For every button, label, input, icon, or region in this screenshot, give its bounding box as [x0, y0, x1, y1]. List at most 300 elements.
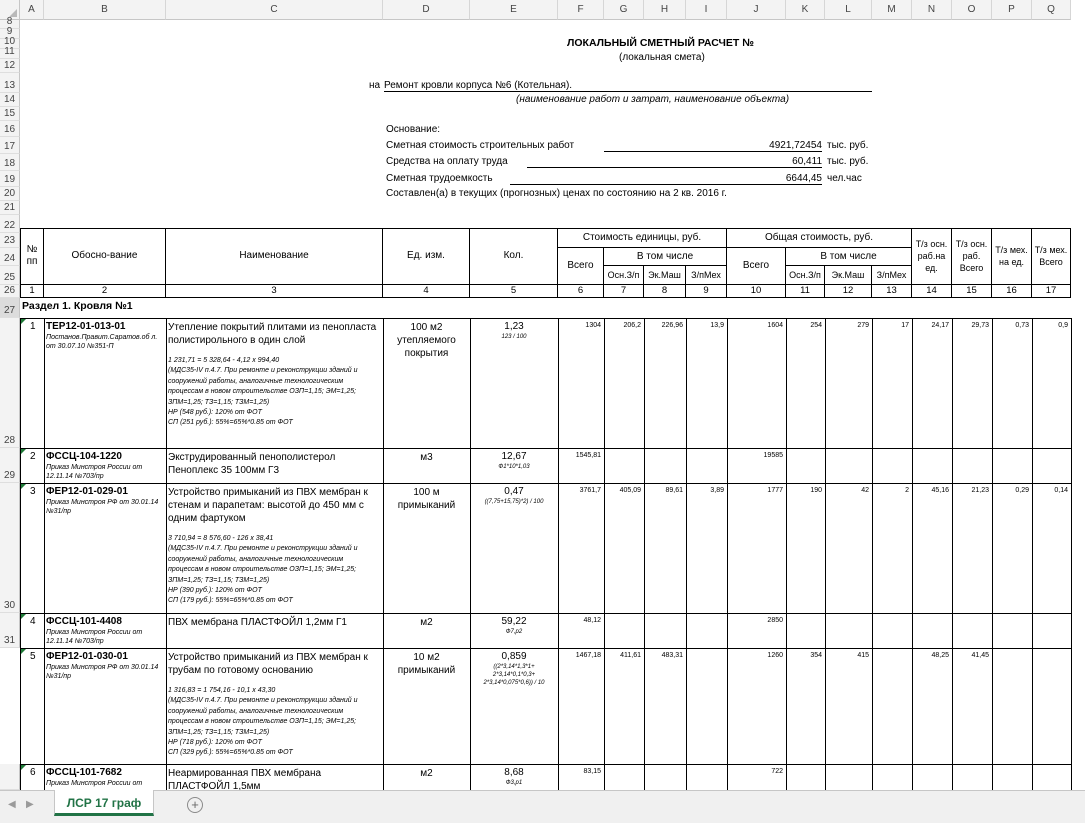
- grid-line: [470, 318, 471, 448]
- grid-line: [686, 613, 687, 648]
- row-number: 13: [3, 80, 16, 91]
- grid-line: [44, 448, 45, 483]
- grid-line: [1071, 613, 1072, 648]
- grid-line: [872, 648, 873, 764]
- grid-line: [383, 483, 384, 613]
- row-number: 10: [3, 36, 16, 47]
- item-name: Устройство примыканий из ПВХ мембран к трубам по готовому основанию: [168, 652, 368, 676]
- column-number-6: 6: [558, 285, 604, 298]
- grid-line: [952, 648, 953, 764]
- item-source: Приказ Минстроя России от 12.11.14 №703/пр: [46, 464, 143, 480]
- item-number: 5: [30, 651, 36, 662]
- hdr-num: № пп: [20, 228, 44, 285]
- calc-line: НР (718 руб.): 120% от ФОТ: [168, 739, 262, 747]
- row-number: 30: [3, 600, 16, 611]
- item-quantity-formula: Ф3,р1: [505, 780, 523, 786]
- grid-line: [1071, 648, 1072, 764]
- next-sheet-button[interactable]: ▶: [26, 799, 34, 810]
- grid-line: [470, 483, 471, 613]
- hdr-total-cost: Общая стоимость, руб.: [727, 228, 912, 248]
- grid-line: [644, 648, 645, 764]
- item-source: Постанов.Правит.Саратов.об л. от 30.07.10 №351-П: [46, 334, 158, 350]
- grid-line: [604, 448, 605, 483]
- grid-line: [604, 764, 605, 790]
- item-quantity: 0,47: [504, 486, 524, 497]
- object-name: Ремонт кровли корпуса №6 (Котельная).: [384, 80, 872, 92]
- grid-line: [872, 448, 873, 483]
- sheet-tab-bar: [0, 790, 1085, 823]
- hdr-basis: Обосно-вание: [44, 228, 166, 285]
- item-quantity: 59,22: [501, 616, 527, 627]
- row-header-21[interactable]: [0, 201, 20, 215]
- comment-marker-icon: [21, 649, 26, 654]
- column-header-a[interactable]: A: [20, 0, 44, 20]
- cost-value: 4921,72454: [604, 140, 822, 152]
- item-quantity: 1,23: [504, 321, 524, 332]
- row-header-13[interactable]: [0, 73, 20, 93]
- value-cell-col-8: 89,61: [665, 487, 683, 494]
- item-basis: [46, 451, 164, 481]
- column-header-o[interactable]: O: [952, 0, 992, 20]
- row-number: 25: [3, 272, 16, 283]
- grid-line: [727, 483, 728, 613]
- grid-line: [1071, 483, 1072, 613]
- grid-line: [383, 448, 384, 483]
- column-header-d[interactable]: D: [383, 0, 470, 20]
- grid-line: [872, 483, 873, 613]
- item-name-cell: [168, 616, 381, 629]
- row-header-23[interactable]: [0, 233, 20, 248]
- grid-line: [1032, 483, 1033, 613]
- row-header-18[interactable]: [0, 154, 20, 171]
- item-code[interactable]: ФЕР12-01-030-01: [46, 651, 128, 662]
- grid-line: [470, 648, 471, 764]
- calc-line: процессам в новом строительстве ОЗП=1,15; ЭМ=1,25;: [168, 718, 357, 726]
- item-quantity: 0,859: [501, 651, 527, 662]
- grid-line: [44, 648, 45, 764]
- column-header-k[interactable]: K: [786, 0, 825, 20]
- item-number: 3: [30, 486, 36, 497]
- item-name: Экструдированный пенополистерол Пеноплекс 35 100мм Г3: [168, 452, 336, 476]
- hdr-t-mech-total: Т/з мех. Всего: [1032, 228, 1071, 285]
- grid-line: [952, 764, 953, 790]
- on-prefix: на: [369, 80, 381, 91]
- item-number: 4: [30, 616, 36, 627]
- value-cell-col-12: 279: [857, 322, 869, 329]
- value-cell-col-13: 17: [901, 322, 909, 329]
- calc-line: сооружений работы, аналогичные технологическим: [168, 377, 344, 385]
- grid-line: [470, 764, 471, 790]
- column-header-q[interactable]: Q: [1032, 0, 1071, 20]
- item-source: Приказ Минстроя РФ от 30.01.14 №31/пр: [46, 664, 159, 680]
- grid-line: [20, 648, 21, 764]
- grid-line: [786, 764, 787, 790]
- hdr-t-mech-unit: Т/з мех. на ед.: [992, 228, 1032, 285]
- column-header-p[interactable]: P: [992, 0, 1032, 20]
- column-header-h[interactable]: H: [644, 0, 686, 20]
- calc-line: 1 231,71 = 5 328,64 - 4,12 x 994,40: [168, 357, 280, 364]
- calc-line: процессам в новом строительстве ОЗП=1,15; ЭМ=1,25;: [168, 566, 357, 574]
- row-header-11[interactable]: [0, 46, 20, 59]
- grid-line: [604, 483, 605, 613]
- item-calculation: [168, 356, 381, 429]
- item-quantity-formula: ((7,75+15,75)*2) / 100: [484, 499, 544, 505]
- value-cell-col-6: 1304: [585, 322, 601, 329]
- item-number: 1: [30, 321, 36, 332]
- grid-line: [166, 483, 167, 613]
- column-number-1: 1: [20, 285, 44, 298]
- value-cell-col-14: 48,25: [931, 652, 949, 659]
- item-number: 2: [30, 451, 36, 462]
- grid-line: [1071, 764, 1072, 790]
- value-cell-col-17: 0,14: [1054, 487, 1068, 494]
- grid-line: [686, 483, 687, 613]
- grid-line: [1032, 318, 1033, 448]
- hdr-t-main-total: Т/з осн. раб. Всего: [952, 228, 992, 285]
- hdr-mach1: Эк.Маш: [644, 266, 686, 285]
- column-number-8: 8: [644, 285, 686, 298]
- value-cell-col-7: 405,09: [619, 487, 641, 494]
- grid-line: [470, 613, 471, 648]
- item-unit: 10 м2 примыканий: [397, 652, 456, 676]
- column-header-n[interactable]: N: [912, 0, 952, 20]
- calc-line: ЗПМ=1,25; ТЗ=1,15; ТЗМ=1,25): [168, 728, 270, 736]
- row-header-12[interactable]: [0, 59, 20, 73]
- row-number: 12: [3, 60, 16, 71]
- hdr-total2: Всего: [727, 248, 786, 285]
- calc-line: сооружений работы, аналогичные технологическим: [168, 555, 344, 563]
- grid-line: [727, 318, 728, 448]
- calc-line: СП (329 руб.): 55%=65%*0.85 от ФОТ: [168, 749, 293, 757]
- item-name-cell: [168, 451, 381, 477]
- sheet-tab-lsr[interactable]: ЛСР 17 граф: [54, 790, 154, 816]
- value-cell-col-8: 226,96: [661, 322, 683, 329]
- comment-marker-icon: [21, 614, 26, 619]
- value-cell-col-11: 254: [810, 322, 822, 329]
- wages-label: Средства на оплату труда: [386, 156, 508, 167]
- grid-line: [383, 318, 384, 448]
- grid-line: [912, 448, 913, 483]
- grid-line: [952, 318, 953, 448]
- grid-line: [686, 648, 687, 764]
- calc-line: 1 316,83 = 1 754,16 - 10,1 x 43,30: [168, 687, 276, 694]
- prev-sheet-button[interactable]: ◀: [8, 799, 16, 810]
- grid-line: [604, 613, 605, 648]
- row-number: 18: [3, 158, 16, 169]
- grid-line: [686, 764, 687, 790]
- item-quantity-cell: [472, 486, 556, 506]
- grid-line: [1071, 318, 1072, 448]
- column-header-e[interactable]: E: [470, 0, 558, 20]
- grid-line: [992, 764, 993, 790]
- item-quantity-cell: [472, 321, 556, 341]
- table-row: [0, 613, 1085, 648]
- item-basis: [46, 767, 164, 788]
- grid-line: [992, 448, 993, 483]
- row-header-19[interactable]: [0, 171, 20, 187]
- column-number-4: 4: [383, 285, 470, 298]
- column-number-3: 3: [166, 285, 383, 298]
- grid-line: [383, 764, 384, 790]
- add-sheet-icon[interactable]: +: [187, 797, 203, 813]
- grid-line: [912, 764, 913, 790]
- value-cell-col-10: 19585: [763, 452, 783, 459]
- calc-line: СП (251 руб.): 55%=65%*0.85 от ФОТ: [168, 419, 293, 427]
- wages-unit: тыс. руб.: [827, 156, 869, 167]
- row-number: 23: [3, 235, 16, 246]
- grid-line: [166, 613, 167, 648]
- column-header-g[interactable]: G: [604, 0, 644, 20]
- item-quantity: 12,67: [501, 451, 527, 462]
- row-header-25[interactable]: [0, 266, 20, 285]
- item-name: ПВХ мембрана ПЛАСТФОЙЛ 1,2мм Г1: [168, 617, 347, 628]
- column-number-14: 14: [912, 285, 952, 298]
- row-number: 14: [3, 94, 16, 105]
- grid-line: [383, 648, 384, 764]
- column-number-15: 15: [952, 285, 992, 298]
- grid-line: [825, 648, 826, 764]
- column-number-5: 5: [470, 285, 558, 298]
- grid-line: [1032, 764, 1033, 790]
- comment-marker-icon: [21, 319, 26, 324]
- value-cell-col-9: 3,89: [710, 487, 724, 494]
- value-cell-col-14: 24,17: [931, 322, 949, 329]
- grid-line: [992, 483, 993, 613]
- column-number-13: 13: [872, 285, 912, 298]
- grid-line: [44, 483, 45, 613]
- table-row: [0, 483, 1085, 613]
- row-number: 24: [3, 253, 16, 264]
- item-basis: [46, 616, 164, 646]
- item-unit: м3: [420, 452, 433, 463]
- grid-line: [872, 318, 873, 448]
- grid-line: [1071, 448, 1072, 483]
- grid-line: [644, 483, 645, 613]
- item-quantity-formula: Ф7,р2: [505, 629, 523, 635]
- item-unit: м2: [420, 617, 433, 628]
- item-name: Утепление покрытий плитами из пенопласта полистирольного в один слой: [168, 322, 377, 346]
- value-cell-col-11: 354: [810, 652, 822, 659]
- item-calculation: [168, 686, 381, 759]
- value-cell-col-8: 483,31: [661, 652, 683, 659]
- value-cell-col-15: 21,23: [971, 487, 989, 494]
- grid-line: [992, 648, 993, 764]
- hdr-incl2: В том числе: [786, 248, 912, 266]
- item-quantity-cell: [472, 651, 556, 687]
- calc-line: (МДС35-IV п.4.7. При ремонте и реконструкции зданий и: [168, 545, 358, 553]
- column-number-11: 11: [786, 285, 825, 298]
- grid-line: [44, 764, 45, 790]
- table-row: [0, 648, 1085, 764]
- item-basis: [46, 321, 164, 351]
- value-cell-col-6: 83,15: [583, 768, 601, 775]
- hdr-qty: Кол.: [470, 228, 558, 285]
- grid-line: [166, 648, 167, 764]
- calc-line: сооружений работы, аналогичные технологическим: [168, 707, 344, 715]
- table-row: [0, 448, 1085, 483]
- value-cell-col-9: 13,9: [710, 322, 724, 329]
- item-name-cell: [168, 321, 381, 429]
- labor-unit: чел.час: [827, 173, 862, 184]
- calc-line: процессам в новом строительстве ОЗП=1,15; ЭМ=1,25;: [168, 388, 357, 396]
- value-cell-col-17: 0,9: [1058, 322, 1068, 329]
- value-cell-col-6: 1467,18: [575, 652, 601, 659]
- table-row: [0, 318, 1085, 448]
- hdr-mech1: З/пМех: [686, 266, 727, 285]
- grid-line: [786, 483, 787, 613]
- column-number-7: 7: [604, 285, 644, 298]
- grid-line: [604, 648, 605, 764]
- hdr-wage2: Осн.З/п: [786, 266, 825, 285]
- column-number-9: 9: [686, 285, 727, 298]
- value-cell-col-13: 2: [905, 487, 909, 494]
- grid-line: [825, 448, 826, 483]
- grid-line: [1032, 648, 1033, 764]
- item-number: 6: [30, 767, 36, 778]
- hdr-mech2: З/пМех: [872, 266, 912, 285]
- grid-line: [383, 613, 384, 648]
- item-name-cell: [168, 486, 381, 607]
- item-name: Неармированная ПВХ мембрана ПЛАСТФОЙЛ 1,5мм: [168, 768, 322, 790]
- grid-line: [825, 318, 826, 448]
- grid-line: [786, 613, 787, 648]
- item-basis: [46, 486, 164, 516]
- cost-label: Сметная стоимость строительных работ: [386, 140, 575, 151]
- row-header-14[interactable]: [0, 93, 20, 107]
- grid-line: [825, 613, 826, 648]
- item-code[interactable]: ФЕР12-01-029-01: [46, 486, 128, 497]
- item-source: Приказ Минстроя России от 12.11.14 №703/пр: [46, 629, 143, 645]
- item-source: Приказ Минстроя РФ от 30.01.14 №31/пр: [46, 499, 159, 515]
- grid-line: [470, 448, 471, 483]
- grid-line: [1032, 613, 1033, 648]
- row-number: 15: [3, 108, 16, 119]
- grid-line: [872, 613, 873, 648]
- row-number: 27: [3, 305, 16, 316]
- grid-line: [644, 613, 645, 648]
- row-header-20[interactable]: [0, 187, 20, 201]
- grid-line: [44, 318, 45, 448]
- item-unit: 100 м2 утепляемого покрытия: [397, 322, 456, 359]
- calc-line: СП (179 руб.): 55%=65%*0.85 от ФОТ: [168, 597, 293, 605]
- column-number-17: 17: [1032, 285, 1071, 298]
- value-cell-col-10: 1777: [767, 487, 783, 494]
- item-quantity-cell: [472, 616, 556, 636]
- prices-note: Составлен(а) в текущих (прогнозных) ценах по состоянию на 2 кв. 2016 г.: [386, 188, 727, 199]
- estimate-subtitle: (локальная смета): [619, 52, 705, 63]
- column-header-i[interactable]: I: [686, 0, 727, 20]
- grid-line: [604, 318, 605, 448]
- column-header-l[interactable]: L: [825, 0, 872, 20]
- item-quantity-cell: [472, 451, 556, 471]
- hdr-name: Наименование: [166, 228, 383, 285]
- value-cell-col-12: 42: [861, 487, 869, 494]
- calc-line: НР (548 руб.): 120% от ФОТ: [168, 409, 262, 417]
- column-number-16: 16: [992, 285, 1032, 298]
- calc-line: (МДС35-IV п.4.7. При ремонте и реконструкции зданий и: [168, 697, 358, 705]
- item-code[interactable]: ФССЦ-101-4408: [46, 616, 122, 627]
- grid-line: [686, 318, 687, 448]
- hdr-total1: Всего: [558, 248, 604, 285]
- row-header-15[interactable]: [0, 107, 20, 121]
- row-header-22[interactable]: [0, 215, 20, 233]
- row-header-26[interactable]: [0, 285, 20, 298]
- item-unit: 100 м примыканий: [397, 487, 456, 511]
- column-number-10: 10: [727, 285, 786, 298]
- comment-marker-icon: [21, 765, 26, 770]
- calc-line: (МДС35-IV п.4.7. При ремонте и реконструкции зданий и: [168, 367, 358, 375]
- column-header-b[interactable]: B: [44, 0, 166, 20]
- item-code[interactable]: ФССЦ-101-7682: [46, 767, 122, 778]
- grid-line: [992, 613, 993, 648]
- value-cell-col-11: 190: [810, 487, 822, 494]
- row-header-16[interactable]: [0, 121, 20, 137]
- comment-marker-icon: [21, 449, 26, 454]
- hdr-wage1: Осн.З/п: [604, 266, 644, 285]
- item-quantity: 8,68: [504, 767, 524, 778]
- grid-line: [20, 318, 21, 448]
- basis-label: Основание:: [386, 124, 441, 135]
- hdr-unit: Ед. изм.: [383, 228, 470, 285]
- row-number: 29: [3, 470, 16, 481]
- row-number: 19: [3, 174, 16, 185]
- row-number: 31: [3, 635, 16, 646]
- item-code[interactable]: ФССЦ-104-1220: [46, 451, 122, 462]
- calc-line: 3 710,94 = 8 576,60 - 126 x 38,41: [168, 535, 274, 542]
- column-header-m[interactable]: M: [872, 0, 912, 20]
- comment-marker-icon: [21, 484, 26, 489]
- value-cell-col-10: 2850: [767, 617, 783, 624]
- item-unit: м2: [420, 768, 433, 779]
- section-title: Раздел 1. Кровля №1: [22, 300, 133, 312]
- wages-value: 60,411: [527, 156, 822, 168]
- value-cell-col-10: 722: [771, 768, 783, 775]
- grid-line: [912, 318, 913, 448]
- row-header-27[interactable]: [0, 298, 20, 318]
- row-header-24[interactable]: [0, 248, 20, 266]
- item-name-cell: [168, 767, 381, 790]
- grid-line: [786, 318, 787, 448]
- value-cell-col-6: 48,12: [583, 617, 601, 624]
- item-code[interactable]: ТЕР12-01-013-01: [46, 321, 126, 332]
- value-cell-col-10: 1260: [767, 652, 783, 659]
- column-number-12: 12: [825, 285, 872, 298]
- table-row: [0, 764, 1085, 790]
- row-number: 11: [4, 46, 15, 57]
- cost-unit: тыс. руб.: [827, 140, 869, 151]
- item-quantity-cell: [472, 767, 556, 787]
- column-header-j[interactable]: J: [727, 0, 786, 20]
- row-header-17[interactable]: [0, 137, 20, 154]
- grid-line: [166, 448, 167, 483]
- item-basis: [46, 651, 164, 681]
- grid-line: [825, 764, 826, 790]
- grid-line: [952, 613, 953, 648]
- grid-line: [912, 613, 913, 648]
- value-cell-col-16: 0,73: [1015, 322, 1029, 329]
- value-cell-col-10: 1604: [767, 322, 783, 329]
- labor-value: 6644,45: [510, 173, 822, 185]
- item-quantity-formula: 123 / 100: [501, 334, 527, 340]
- grid-line: [1032, 448, 1033, 483]
- grid-line: [912, 648, 913, 764]
- grid-line: [644, 448, 645, 483]
- grid-line: [644, 318, 645, 448]
- column-header-f[interactable]: F: [558, 0, 604, 20]
- hdr-mach2: Эк.Маш: [825, 266, 872, 285]
- grid-line: [644, 764, 645, 790]
- column-header-c[interactable]: C: [166, 0, 383, 20]
